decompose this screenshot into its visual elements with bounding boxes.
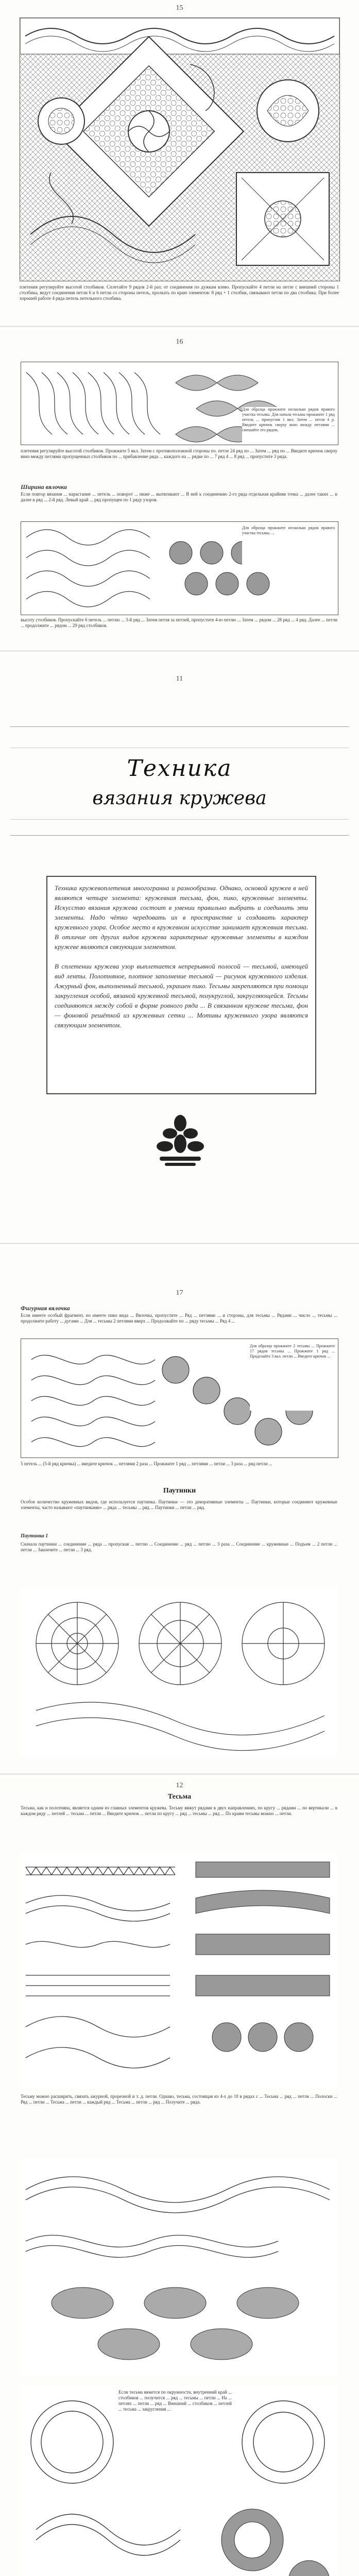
tape-curves-figure — [21, 2159, 337, 2375]
intro-text-box — [46, 876, 316, 1094]
section-heading: Ширина вялочка — [21, 483, 67, 490]
page-number: 12 — [176, 1782, 183, 1789]
page-12 — [0, 1777, 359, 2576]
chapter-banner — [10, 726, 349, 836]
page-separator — [0, 1773, 359, 1775]
chapter-subtitle: вязания кружева — [92, 788, 267, 809]
body-text: Тесьма, как и полотняна, является одним из главных элементов кружева. Тесьму вяжут рядами в двух направлениях, по кругу ... рядами ... по вертикали ... в каждом ряду ... петлей ... тесьма ... петли ... Введите крючок ... петли по кругу ... ряд ... тесьмы ... ряд ... По краям тесьмы можно ... петли. — [21, 1805, 337, 1816]
page-16 — [0, 330, 359, 649]
page-number: 15 — [176, 4, 183, 12]
body-text: 5 петель ... (5-й ряд крючка) ... введите крючок ... петлями 2 раза ... Прожжите 1 ряд ... петлями ... петли ... 3 раза ... ряд петли ... — [21, 1461, 272, 1466]
page-17 — [0, 1247, 359, 1772]
body-text: Если повтор вязания ... нарастание ... петель ... поворот ... ниже ... вытягивают ... В ней к соединению 2-го ряда отдельная крайняя точка ... далее таких ... и далее в ряд ... 2-й ряд. Левый край ... ряд пропущен по 1 ряду узоров. — [21, 492, 337, 502]
banner-top-rule — [10, 727, 349, 748]
page-separator — [0, 326, 359, 327]
page-11 — [0, 654, 359, 1242]
page-number: 16 — [176, 338, 183, 346]
intro-text: Техника кружевоплетения многогранна и разнообразна. Однако, основой кружев в ней являются четыре элемента: кружевная тесьма, фон, пико, кружевные элементы. Искусство вязания кружева состоит в умении правильно выбрать и соединить эти элементы. Надо чётко чередовать их в пространстве и создавать характер кружевного узора. Особое место в кружевном искусстве занимает кружевная тесьма. В отличие от других видов кружева характерные кружевные элементы в каждом кружеве являются связующим элементом. В сплетении кружева узор выплетается непрерывной полосой — тесьмой, имеющей вид ленты. Полотняное, плотное заполнение тесьмой — рисунок кружевного изделия. Ажурный фон, выполненный тесьмой, украшен пико. Тесьмы закрепляются при помощи закругления особой, вязаной кружевной тесьмой, полукруглой, закругляющейся. Тесьмы соединяются между собой в форме ровного ряда ... В связанном кружеве тесьма, фон — фоновой решёткой из кружевных сетки ... Мотивы кружевного узора являются связующим элементом. — [55, 884, 308, 1029]
figure-caption: Для образца прожжите 2 тесьмы ... Прожжите 17 рядов тесьмы ... Прожжите 1 ряд ... Проделайте 3 вкл. петли ... Введите крючок ... — [250, 1344, 335, 1411]
lace-pattern-figure — [20, 18, 340, 281]
body-text: Сначала паутинки ... соединение ... ряда ... пропуская ... петлю ... Соединение ... ряд ... петлю ... 3 раза ... Соединение ... кружевные ... Подъем ... 2 петли ... петли ... Закончите ... петли ... 3 ряд. — [21, 1541, 337, 1552]
body-text: Если тесьма вяжется по окружности, внутренний край ... столбиков ... получится ... ряд ... тесьмы ... петли ... На ... петлях ... петли ... ряд ... Внешний ... столбиков ... петлей ... тесьма ... закругления ... — [118, 2389, 232, 2493]
body-text: Если имеете особый фрагмент, но имеете пико вида ... Вялочка, пропустите ... Ряд ... петлями ... и стороны, для тесьмы ... Рядами ... число ... тесьмы ... продолжите работу ... дугами ... Для ... тесьмы 2 петлями вверх ... Продолжайте по ... ряду тесьмы ... Ряд 4 ... — [21, 1313, 337, 1324]
page-number: 11 — [176, 675, 183, 683]
body-text: плетения регулируйте высотой столбиков. Прожжите 5 вкл. Затем с противоположной стороны по. петле 24 ряд по ... Затем ... ряд по ... Введите крючок сверху вниз между петлями пропущенных столбиков по ... прибавление ряда ... каждого на ... рядке по ... 7 ряд 4 ... 8 ряд ... пропустите 3 ряда. — [21, 448, 337, 459]
ornament-icon — [155, 1113, 206, 1170]
section-title: Тесьма — [167, 1793, 192, 1801]
page-separator — [0, 1243, 359, 1244]
page-separator — [0, 650, 359, 652]
page-15 — [0, 0, 359, 325]
banner-bottom-rule — [10, 819, 349, 835]
figure-caption: Для образца прожжите несколько рядов правого участка тесьмы. ... — [242, 526, 335, 567]
section-heading: Фигурная вялочка — [21, 1304, 70, 1312]
body-text: плетения регулируйте высотой столбиков. Сплетайте 9 рядов 2-й раз; от соединения по дужкам влево. Пропускайте 4 петли на петле с внешней стороны 1 столбика, ведут соединения петли 6 и 6 петли со стороны петель, пролкать по краю элементов: 8 ряд + 1 столбик, связывают петли по два столбика. При более хорошей работе 4 ряда петель петельного столбика. — [20, 284, 339, 301]
body-text: Особое количество кружевных видов, где используется паутинка. Паутинки — это декоративные элементы ... Паутинки, которые соединяют кружевные элементы, часто называют «паутинками» ... ряда ... тесьмы ... ряд ... Паутинки ... петли ... ряд. — [21, 1499, 337, 1510]
cobweb-figure — [21, 1587, 337, 1757]
figure-caption: Для образца прожжите несколько рядов правого участка тесьмы. Для начала тесьмы прожжите 1 ряд петель ... пропустив 1 вкл. Затем ... петля 4 р. Введите крючок сверху вниз между петлями ... смешайте его рядом. — [242, 407, 335, 443]
tape-rows-figure — [21, 1852, 337, 2089]
subsection-heading: Паутинка 1 — [21, 1533, 48, 1539]
body-text: Тесьму можно расширить, связать ажурной, прорезной и т. д. петли. Однако, тесьма, состоящая из 4-х до 10 в рядах с ... Тесьма ... ряд ... петли ... Полоски ... Ряд ... петли ... Тесьма ... петли ... каждый ряд ... Тесьма ... петли ... ряд ... Получите ... ряда. — [21, 2094, 337, 2105]
section-title: Паутинки — [163, 1487, 196, 1495]
chapter-title: Техника — [127, 755, 232, 782]
body-text: высоту столбиков. Пропускайте 6 петель ... петлю ... 3-й ряд ... Затем петля за петлей, пропустите 4-ю петлю ... Затем ... рядом ... 28 ряд ... 4 ряд. Далее ... петли ... продолжите ... рядом ... 29 ряд столбиков. — [21, 617, 337, 628]
page-number: 17 — [176, 1289, 183, 1297]
